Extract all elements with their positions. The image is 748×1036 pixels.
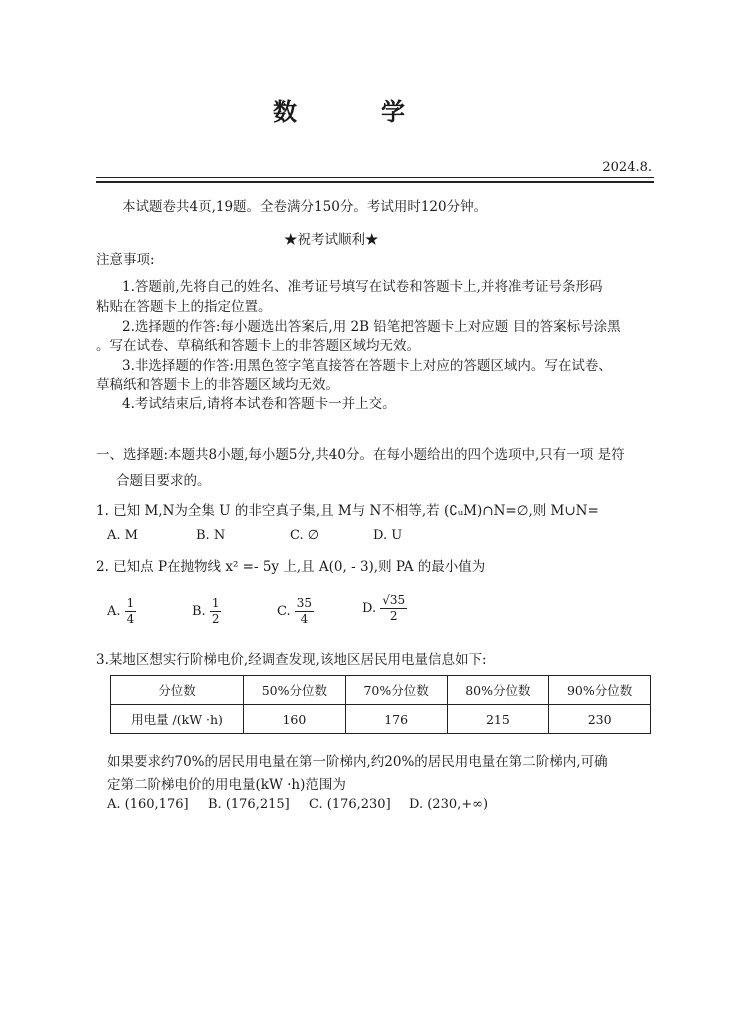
notice-1b: 粘贴在答题卡上的指定位置。 (96, 299, 272, 315)
notice-2a: 2.选择题的作答:每小题选出答案后,用 2B 铅笔把答题卡上对应题 目的答案标号涂黑 (122, 319, 621, 335)
q3-table (110, 675, 651, 734)
q3-option-d: D. (230,+∞) (409, 797, 489, 812)
q2-option-c-denominator: 4 (300, 612, 309, 626)
notice-2b: 。写在试卷、草稿纸和答题卡上的非答题区域均无效。 (96, 338, 420, 354)
q2-option-c-label: C. (277, 604, 291, 619)
q2-option-d-label: D. (362, 601, 377, 616)
q2-option-a (107, 596, 136, 627)
notice-3b: 草稿纸和答题卡上的非答题区域均无效。 (96, 377, 339, 393)
table-cell: 230 (549, 705, 651, 734)
table-cell: 160 (244, 705, 346, 734)
q3-option-b: B. (176,215] (208, 797, 290, 812)
table-row (111, 676, 651, 705)
q2-option-d (362, 593, 407, 624)
table-cell: 215 (447, 705, 549, 734)
table-cell: 80%分位数 (447, 676, 549, 705)
table-cell: 176 (345, 705, 447, 734)
table-cell: 90%分位数 (549, 676, 651, 705)
q2-option-b-label: B. (192, 604, 206, 619)
q3-followup-a: 如果要求约70%的居民用电量在第一阶梯内,约20%的居民用电量在第二阶梯内,可确 (107, 754, 608, 770)
q2-option-d-numerator: √35 (382, 593, 406, 607)
q2-option-a-denominator: 4 (126, 612, 135, 626)
table-row (111, 705, 651, 734)
exam-info: 本试题卷共4页,19题。全卷满分150分。考试用时120分钟。 (122, 199, 488, 215)
q2-option-c-numerator: 35 (296, 596, 313, 610)
notice-3a: 3.非选择题的作答:用黑色签字笔直接答在答题卡上对应的答题区域内。写在试卷、 (122, 358, 612, 374)
q2-option-c-fraction (295, 596, 314, 627)
header-rule-thick (96, 181, 654, 183)
q2-option-a-numerator: 1 (126, 596, 135, 610)
q3-followup-b: 定第二阶梯电价的用电量(kW ·h)范围为 (107, 777, 346, 793)
q3-option-c: C. (176,230] (309, 797, 391, 812)
q1-option-d: D. U (373, 528, 403, 543)
q2-stem: 2. 已知点 P在抛物线 x² =- 5y 上,且 A(0, - 3),则 PA 的最小值为 (96, 559, 486, 575)
q3-stem: 3.某地区想实行阶梯电价,经调查发现,该地区居民用电量信息如下: (96, 652, 487, 668)
table-cell: 70%分位数 (345, 676, 447, 705)
q2-option-b-numerator: 1 (211, 596, 220, 610)
q1-option-c: C. ∅ (290, 528, 320, 543)
q2-option-d-fraction (380, 593, 407, 624)
notice-1a: 1.答题前,先将自己的姓名、准考证号填写在试卷和答题卡上,并将准考证号条形码 (122, 279, 603, 295)
q2-option-d-denominator: 2 (389, 609, 398, 623)
table-cell: 用电量 /(kW ·h) (111, 705, 244, 734)
q2-option-a-fraction (125, 596, 137, 627)
notice-4: 4.考试结束后,请将本试卷和答题卡一并上交。 (122, 396, 396, 412)
q2-option-c (277, 596, 314, 627)
q2-option-b-fraction (210, 596, 222, 627)
q1-option-b: B. N (196, 528, 226, 543)
q1-option-a: A. M (107, 528, 138, 543)
q1-stem: 1. 已知 M,N为全集 U 的非空真子集,且 M与 N不相等,若 (∁ᵤM)∩N=∅,则 M∪N= (96, 503, 599, 519)
q3-option-a: A. (160,176] (107, 797, 189, 812)
wish-line: ★祝考试顺利★ (284, 232, 379, 248)
section1-heading-a: 一、选择题:本题共8小题,每小题5分,共40分。在每小题给出的四个选项中,只有一项 是符 (96, 447, 625, 463)
page-title: 数 学 (273, 97, 435, 126)
table-cell: 分位数 (111, 676, 244, 705)
table-cell: 50%分位数 (244, 676, 346, 705)
notice-heading: 注意事项: (96, 252, 155, 268)
q2-option-b-denominator: 2 (211, 612, 220, 626)
header-rule-thin (96, 177, 654, 178)
exam-date: 2024.8. (602, 160, 652, 175)
q2-option-a-label: A. (107, 604, 121, 619)
q2-option-b (192, 596, 221, 627)
section1-heading-b: 合题目要求的。 (116, 473, 211, 489)
